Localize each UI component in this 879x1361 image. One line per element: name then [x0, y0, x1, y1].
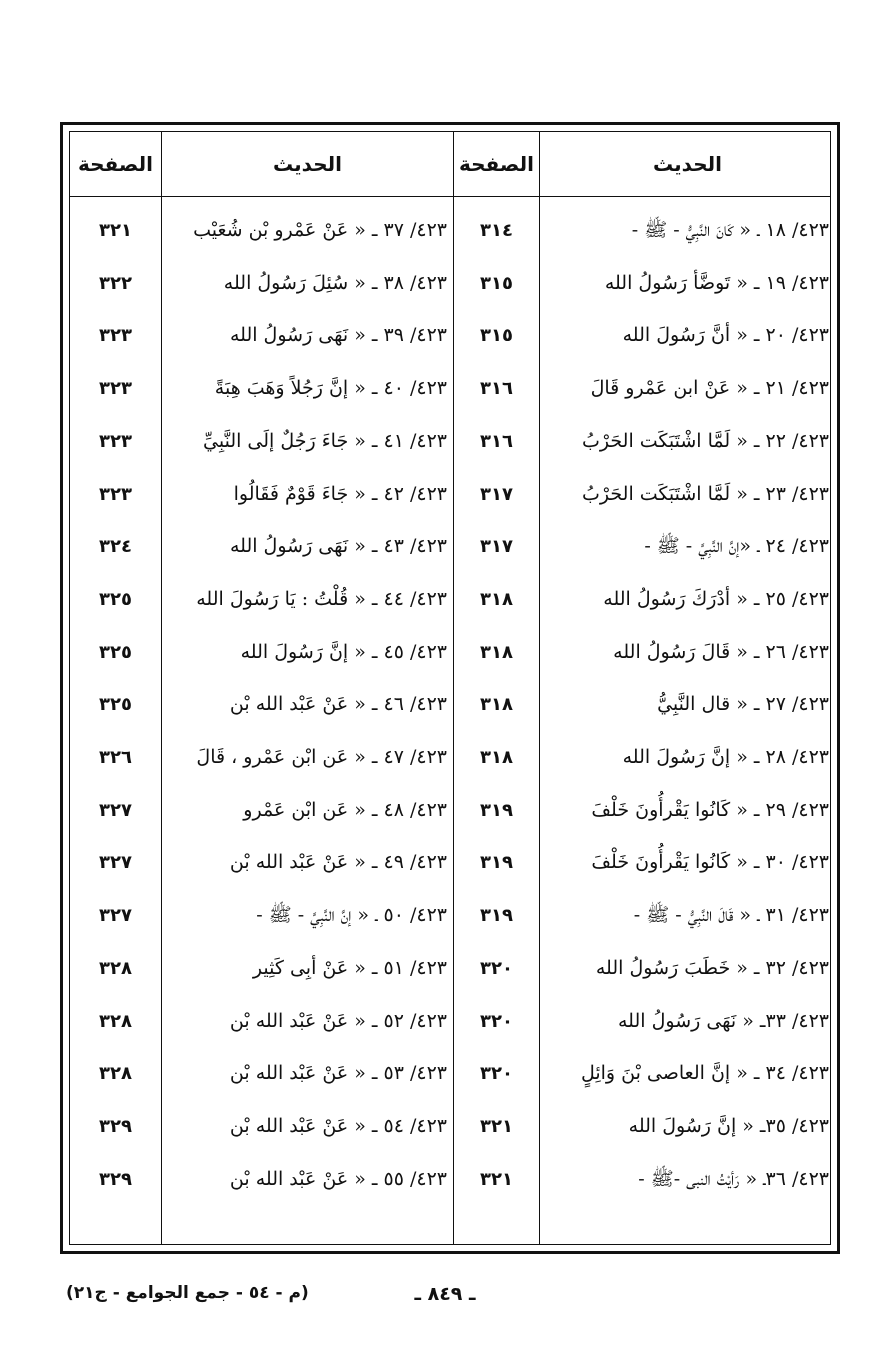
index-table-frame	[60, 122, 840, 1254]
hadith-entry: ٤٢٣/ ٢١ ـ « عَنْ ابن عَمْرو قَالَ	[590, 377, 829, 400]
page-reference: ٣١٩	[480, 852, 513, 874]
header-page-left: الصفحة	[77, 152, 153, 176]
page-reference: ٣٢٠	[480, 1010, 513, 1032]
hadith-entry: ٤٢٣/ ٣١ ـ « قَالَ النَّبِيُّ - ﷺ -	[633, 904, 829, 927]
hadith-entry: ٤٢٣/ ٢٨ ـ « إنَّ رَسُولَ الله	[622, 746, 829, 768]
page-reference: ٣٢١	[480, 1115, 513, 1137]
hadith-entry: ٤٢٣/ ١٨ ـ « كَانَ النَّبِيُّ - ﷺ -	[631, 219, 829, 241]
hadith-entry: ٤٢٣/ ٢٤ ـ «إنَّ النَّبِيَّ - ﷺ -	[644, 535, 829, 558]
page-reference: ٣٢٠	[480, 1063, 513, 1085]
table-row	[70, 257, 830, 310]
hadith-entry: ٤٢٣/ ٢٢ ـ « لَمَّا اشْتَبَكَت الحَرْبُ	[582, 429, 829, 452]
page-reference: ٣٢٩	[99, 1168, 132, 1190]
page-reference: ٣١٧	[480, 483, 513, 505]
page-reference: ٣٢٣	[99, 378, 132, 400]
hadith-entry: ٤٢٣/ ٢٧ ـ « قال النَّبِيُّ	[657, 693, 829, 716]
page-reference: ٣٢٣	[99, 325, 132, 347]
page-reference: ٣٢٨	[99, 957, 132, 979]
page-reference: ٣١٥	[480, 325, 513, 347]
index-table	[69, 131, 831, 1245]
header-hadith-left: الحديث	[272, 152, 342, 176]
hadith-entry: ٤٢٣/ ٥١ ـ « عَنْ أبِى كَثِير	[252, 956, 447, 979]
hadith-entry: ٤٢٣/ ٣٨ ـ « سُئِلَ رَسُولُ الله	[223, 271, 447, 294]
header-page-right: الصفحة	[458, 152, 534, 176]
page-reference: ٣٢٥	[99, 641, 132, 663]
hadith-entry: ٤٢٣/ ٤٥ ـ « إنَّ رَسُولَ الله	[240, 640, 447, 663]
page-reference: ٣٢٠	[480, 957, 513, 979]
page-reference: ٣٢٧	[99, 905, 132, 927]
table-row	[70, 836, 830, 889]
hadith-entry: ٤٢٣/ ٤٢ ـ « جَاءَ قَوْمٌ فَقَالُوا	[233, 482, 447, 505]
hadith-entry: ٤٢٣/ ٣٣ـ « نَهَى رَسُولُ الله	[618, 1009, 829, 1032]
page-reference: ٣١٨	[480, 641, 513, 663]
page-reference: ٣١٧	[480, 536, 513, 558]
page-reference: ٣١٨	[480, 747, 513, 768]
hadith-entry: ٤٢٣/ ٤٦ ـ « عَنْ عَبْد الله بْن	[229, 693, 447, 716]
page-reference: ٣٢٦	[99, 747, 132, 768]
table-row	[70, 415, 830, 468]
hadith-entry: ٤٢٣/ ٤٠ ـ « إنَّ رَجُلاً وَهَبَ هِبَةً	[214, 377, 447, 400]
hadith-entry: ٤٢٣/ ٢٩ ـ « كَانُوا يَقْرأُونَ خَلْفَ	[591, 798, 829, 821]
hadith-entry: ٤٢٣/ ٣٢ ـ « خَطَبَ رَسُولُ الله	[595, 956, 829, 979]
hadith-entry: ٤٢٣/ ٣٦ـ « رَأيْتُ النبى -ﷺ -	[638, 1167, 829, 1190]
volume-reference: (م - ٥٤ - جمع الجوامع - ج٢١)	[66, 1283, 309, 1303]
table-row	[70, 573, 830, 626]
page-reference: ٣٢٧	[99, 799, 132, 821]
table-row	[70, 468, 830, 521]
page-reference: ٣٢١	[99, 220, 132, 241]
hadith-entry: ٤٢٣/ ٤٧ ـ « عَن ابْن عَمْرو ، قَالَ	[196, 746, 447, 768]
hadith-entry: ٤٢٣/ ٣٥ـ « إنَّ رَسُولَ الله	[628, 1114, 829, 1137]
hadith-entry: ٤٢٣/ ٢٠ ـ « أنَّ رَسُولَ الله	[622, 324, 829, 347]
hadith-entry: ٤٢٣/ ٢٣ ـ « لَمَّا اشْتَبَكَت الحَرْبُ	[582, 482, 829, 505]
hadith-entry: ٤٢٣/ ٤٩ ـ « عَنْ عَبْد الله بْن	[229, 851, 447, 874]
page-reference: ٣٢٣	[99, 483, 132, 505]
page-reference: ٣٢٤	[99, 536, 132, 558]
page-reference: ٣١٨	[480, 588, 513, 610]
page-reference: ٣٢٢	[99, 272, 132, 294]
hadith-entry: ٤٢٣/ ٥٠ ـ « إنَّ النَّبِيَّ - ﷺ -	[256, 904, 447, 927]
page-reference: ٣١٦	[480, 378, 513, 400]
page-reference: ٣١٨	[480, 694, 513, 716]
hadith-entry: ٤٢٣/ ٣٩ ـ « نَهَى رَسُولُ الله	[229, 324, 447, 347]
hadith-entry: ٤٢٣/ ٥٥ ـ « عَنْ عَبْد الله بْن	[229, 1167, 447, 1190]
hadith-entry: ٤٢٣/ ٤١ ـ « جَاءَ رَجُلٌ إلَى النَّبِيِّ	[203, 429, 447, 452]
page-reference: ٣١٥	[480, 272, 513, 294]
header-hadith-right: الحديث	[652, 152, 722, 176]
table-row	[70, 626, 830, 679]
page-reference: ٣١٤	[480, 220, 513, 241]
hadith-entry: ٤٢٣/ ٤٨ ـ « عَن ابْن عَمْرو	[243, 798, 447, 821]
table-row	[70, 1153, 830, 1206]
table-row	[70, 520, 830, 573]
page-reference: ٣٢٨	[99, 1063, 132, 1085]
page-reference: ٣٢٣	[99, 430, 132, 452]
table-row	[70, 784, 830, 837]
table-row	[70, 1047, 830, 1100]
hadith-entry: ٤٢٣/ ٥٢ ـ « عَنْ عَبْد الله بْن	[229, 1009, 447, 1032]
hadith-entry: ٤٢٣/ ٣٠ ـ « كَانُوا يَقْرأُونَ خَلْفَ	[591, 851, 829, 874]
table-row	[70, 889, 830, 942]
table-row	[70, 731, 830, 784]
hadith-entry: ٤٢٣/ ٢٥ ـ « أدْرَكَ رَسُولُ الله	[603, 587, 829, 610]
page-reference: ٣٢٨	[99, 1010, 132, 1032]
table-row	[70, 942, 830, 995]
table-row	[70, 995, 830, 1048]
page-reference: ٣١٩	[480, 905, 513, 927]
hadith-entry: ٤٢٣/ ٥٣ ـ « عَنْ عَبْد الله بْن	[229, 1062, 447, 1085]
page-reference: ٣٢٥	[99, 694, 132, 716]
hadith-entry: ٤٢٣/ ٣٧ ـ « عَنْ عَمْرو بْن شُعَيْب	[193, 219, 447, 241]
page-reference: ٣١٩	[480, 799, 513, 821]
header-divider	[70, 196, 830, 197]
hadith-entry: ٤٢٣/ ٥٤ ـ « عَنْ عَبْد الله بْن	[229, 1114, 447, 1137]
page-reference: ٣٢٩	[99, 1115, 132, 1137]
table-row	[70, 309, 830, 362]
hadith-entry: ٤٢٣/ ٢٦ ـ « قَالَ رَسُولُ الله	[613, 640, 829, 663]
page-reference: ٣٢١	[480, 1168, 513, 1190]
table-row	[70, 204, 830, 257]
hadith-entry: ٤٢٣/ ٣٤ ـ « إنَّ العاصى بْنَ وَائِلٍ	[580, 1062, 829, 1085]
page-reference: ٣١٦	[480, 430, 513, 452]
hadith-entry: ٤٢٣/ ٤٤ ـ « قُلْتُ : يَا رَسُولَ الله	[196, 587, 447, 610]
hadith-entry: ٤٢٣/ ١٩ ـ « تَوضَّأ رَسُولُ الله	[604, 271, 829, 294]
table-row	[70, 362, 830, 415]
table-row	[70, 678, 830, 731]
hadith-entry: ٤٢٣/ ٤٣ ـ « نَهَى رَسُولُ الله	[229, 535, 447, 558]
table-row	[70, 1100, 830, 1153]
page-number: ـ ٨٤٩ ـ	[414, 1283, 476, 1305]
page-reference: ٣٢٥	[99, 588, 132, 610]
page-reference: ٣٢٧	[99, 852, 132, 874]
